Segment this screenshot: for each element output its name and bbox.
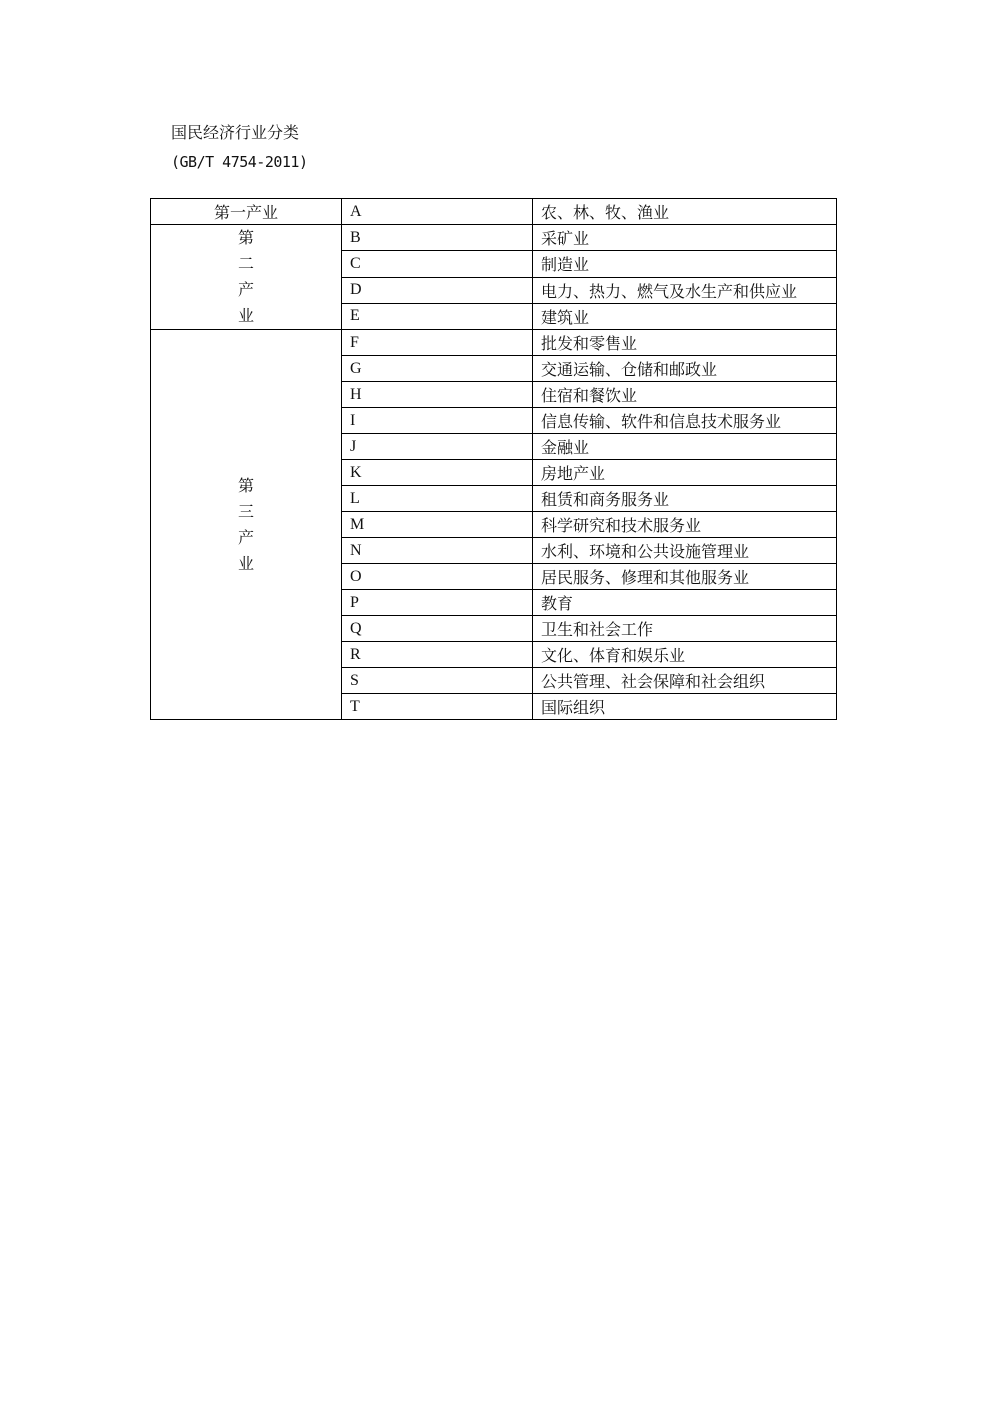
sector-cell: 第一产业 [151, 199, 342, 225]
sector-label-vertical [238, 473, 254, 577]
sector-label-char: 二 [237, 254, 254, 273]
industry-name: 金融业 [533, 434, 837, 460]
table-row [151, 199, 837, 225]
industry-name: 文化、体育和娱乐业 [533, 642, 837, 668]
sector-label-char: 第 [237, 228, 254, 247]
industry-name: 房地产业 [533, 460, 837, 486]
table-body [151, 199, 837, 720]
sector-cell [151, 330, 342, 720]
industry-name: 采矿业 [533, 225, 837, 251]
standard-code: (GB/T 4754-2011) [171, 153, 308, 171]
sector-label-char: 业 [237, 553, 254, 573]
table-row [151, 225, 837, 251]
industry-name: 科学研究和技术服务业 [533, 512, 837, 538]
industry-code: F [342, 330, 533, 356]
industry-code: E [342, 303, 533, 329]
industry-code: J [342, 434, 533, 460]
industry-name: 制造业 [533, 251, 837, 277]
industry-code: P [342, 590, 533, 616]
sector-label-vertical [238, 225, 254, 329]
industry-code: Q [342, 616, 533, 642]
industry-name: 教育 [533, 590, 837, 616]
industry-code: O [342, 564, 533, 590]
industry-name: 住宿和餐饮业 [533, 382, 837, 408]
industry-name: 建筑业 [533, 303, 837, 329]
industry-code: S [342, 668, 533, 694]
industry-code: I [342, 408, 533, 434]
industry-code: H [342, 382, 533, 408]
industry-code: R [342, 642, 533, 668]
industry-name: 交通运输、仓储和邮政业 [533, 356, 837, 382]
industry-code: D [342, 277, 533, 303]
industry-classification-table [150, 198, 837, 720]
sector-label-char: 产 [237, 527, 254, 547]
industry-name: 居民服务、修理和其他服务业 [533, 564, 837, 590]
industry-code: B [342, 225, 533, 251]
industry-code: G [342, 356, 533, 382]
sector-label-char: 业 [237, 306, 254, 325]
industry-name: 批发和零售业 [533, 330, 837, 356]
page-title: 国民经济行业分类 [171, 123, 300, 142]
sector-label-char: 三 [237, 501, 254, 521]
sector-label-char: 产 [237, 280, 254, 299]
industry-name: 租赁和商务服务业 [533, 486, 837, 512]
table-row [151, 330, 837, 356]
industry-code: A [342, 199, 533, 225]
industry-code: L [342, 486, 533, 512]
sector-cell [151, 225, 342, 330]
industry-name: 公共管理、社会保障和社会组织 [533, 668, 837, 694]
industry-name: 信息传输、软件和信息技术服务业 [533, 408, 837, 434]
industry-name: 水利、环境和公共设施管理业 [533, 538, 837, 564]
industry-name: 国际组织 [533, 694, 837, 720]
industry-name: 农、林、牧、渔业 [533, 199, 837, 225]
industry-code: C [342, 251, 533, 277]
industry-name: 卫生和社会工作 [533, 616, 837, 642]
industry-code: N [342, 538, 533, 564]
industry-code: T [342, 694, 533, 720]
industry-name: 电力、热力、燃气及水生产和供应业 [533, 277, 837, 303]
industry-code: K [342, 460, 533, 486]
industry-code: M [342, 512, 533, 538]
sector-label-char: 第 [237, 475, 254, 495]
